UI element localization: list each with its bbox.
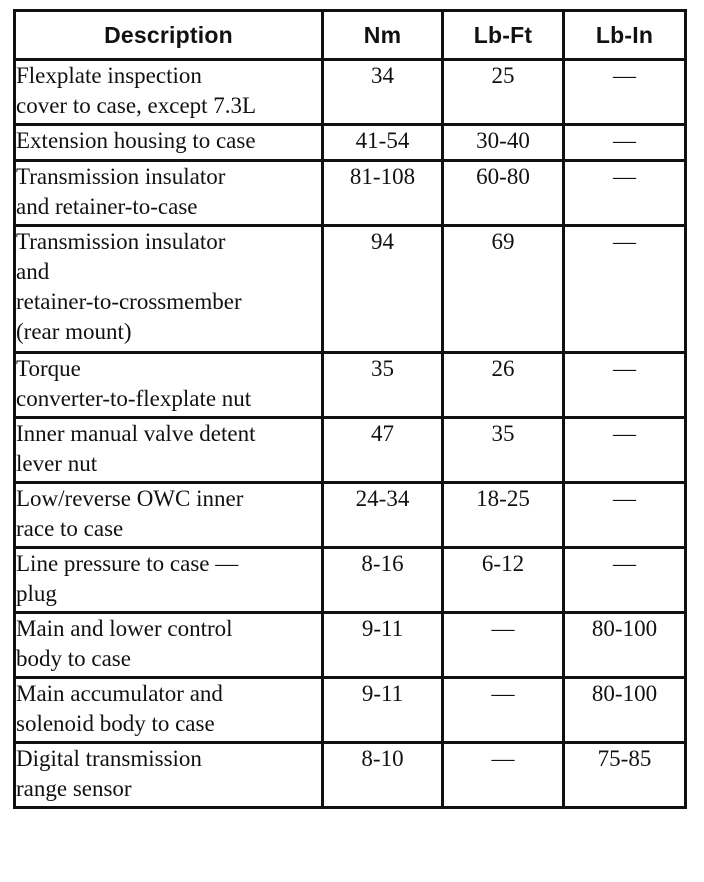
description-line: plug: [16, 581, 57, 606]
description-line: retainer-to-crossmember: [16, 289, 242, 314]
lb-in-cell: 75-85: [564, 743, 686, 808]
lb-in-cell: —: [564, 548, 686, 613]
lb-ft-cell: 69: [443, 226, 564, 353]
description-line: converter-to-flexplate nut: [16, 386, 252, 411]
description-line: Inner manual valve detent: [16, 421, 256, 446]
description-line: (rear mount): [16, 319, 132, 344]
description-line: Digital transmission: [16, 746, 202, 771]
table-row: [15, 418, 686, 483]
header-description: Description: [15, 11, 323, 60]
description-cell: [15, 483, 323, 548]
description-line: and retainer-to-case: [16, 194, 198, 219]
description-line: cover to case, except 7.3L: [16, 93, 257, 118]
description-line: Transmission insulator: [16, 229, 226, 254]
description-line: Flexplate inspection: [16, 63, 202, 88]
nm-cell: 94: [323, 226, 443, 353]
description-cell: [15, 548, 323, 613]
nm-cell: 47: [323, 418, 443, 483]
description-line: Torque: [16, 356, 81, 381]
description-line: Low/reverse OWC inner: [16, 486, 244, 511]
table-row: [15, 483, 686, 548]
lb-ft-cell: 30-40: [443, 125, 564, 161]
header-row: [15, 11, 686, 60]
lb-in-cell: —: [564, 483, 686, 548]
lb-ft-cell: —: [443, 613, 564, 678]
table-row: [15, 125, 686, 161]
table-row: [15, 226, 686, 353]
description-line: lever nut: [16, 451, 98, 476]
lb-ft-cell: 18-25: [443, 483, 564, 548]
table-row: [15, 613, 686, 678]
description-cell: [15, 613, 323, 678]
nm-cell: 8-16: [323, 548, 443, 613]
description-cell: [15, 418, 323, 483]
lb-in-cell: —: [564, 161, 686, 226]
lb-ft-cell: 26: [443, 353, 564, 418]
table-row: [15, 353, 686, 418]
description-line: Line pressure to case —: [16, 551, 239, 576]
lb-ft-cell: 35: [443, 418, 564, 483]
torque-spec-table: [13, 9, 687, 809]
table-row: [15, 548, 686, 613]
description-cell: [15, 60, 323, 125]
description-cell: [15, 226, 323, 353]
lb-ft-cell: —: [443, 743, 564, 808]
description-line: Main and lower control: [16, 616, 233, 641]
lb-ft-cell: 6-12: [443, 548, 564, 613]
table-row: [15, 60, 686, 125]
lb-in-cell: —: [564, 60, 686, 125]
nm-cell: 81-108: [323, 161, 443, 226]
description-line: Main accumulator and: [16, 681, 223, 706]
nm-cell: 9-11: [323, 613, 443, 678]
description-cell: [15, 125, 323, 161]
table-row: [15, 678, 686, 743]
description-line: and: [16, 259, 50, 284]
nm-cell: 35: [323, 353, 443, 418]
nm-cell: 24-34: [323, 483, 443, 548]
header-nm: Nm: [323, 11, 443, 60]
lb-in-cell: 80-100: [564, 678, 686, 743]
lb-in-cell: —: [564, 226, 686, 353]
description-cell: [15, 353, 323, 418]
lb-in-cell: —: [564, 353, 686, 418]
description-line: solenoid body to case: [16, 711, 215, 736]
nm-cell: 8-10: [323, 743, 443, 808]
lb-in-cell: —: [564, 418, 686, 483]
description-cell: [15, 678, 323, 743]
description-cell: [15, 161, 323, 226]
lb-ft-cell: 60-80: [443, 161, 564, 226]
lb-in-cell: 80-100: [564, 613, 686, 678]
nm-cell: 9-11: [323, 678, 443, 743]
description-line: Transmission insulator: [16, 164, 226, 189]
header-lb-in: Lb-In: [564, 11, 686, 60]
description-line: Extension housing to case: [16, 128, 256, 153]
description-cell: [15, 743, 323, 808]
nm-cell: 41-54: [323, 125, 443, 161]
lb-in-cell: —: [564, 125, 686, 161]
description-line: race to case: [16, 516, 124, 541]
description-line: range sensor: [16, 776, 132, 801]
nm-cell: 34: [323, 60, 443, 125]
lb-ft-cell: 25: [443, 60, 564, 125]
header-lb-ft: Lb-Ft: [443, 11, 564, 60]
table-row: [15, 161, 686, 226]
description-line: body to case: [16, 646, 131, 671]
lb-ft-cell: —: [443, 678, 564, 743]
table-row: [15, 743, 686, 808]
